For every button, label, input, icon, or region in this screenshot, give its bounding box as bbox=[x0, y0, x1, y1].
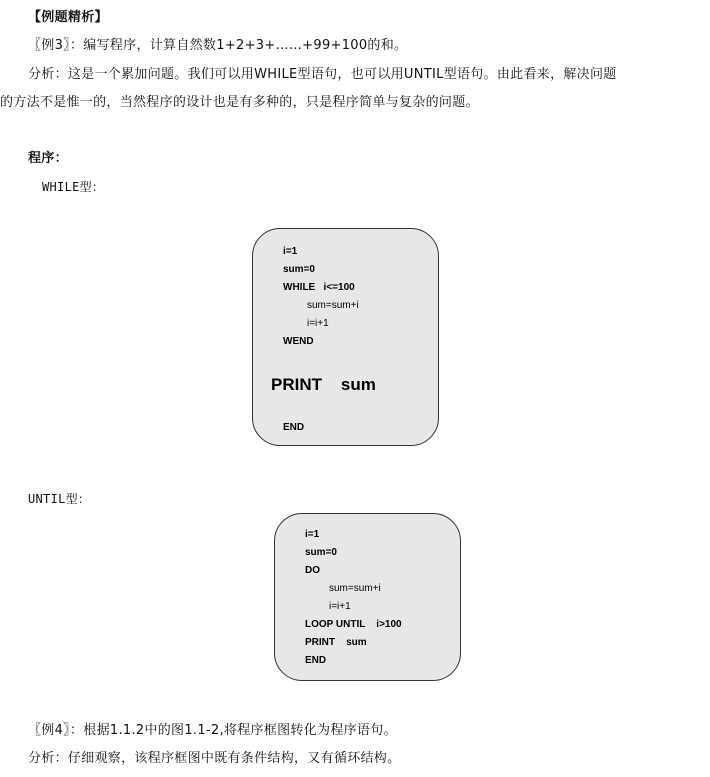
analysis-label: 分析： bbox=[28, 67, 68, 82]
until-code-line-6: LOOP UNTIL i>100 bbox=[305, 619, 402, 630]
until-code-box bbox=[274, 513, 461, 681]
while-code-box bbox=[252, 228, 439, 446]
example4-text: ：根据1.1.2中的图1.1-2,将程序框图转化为程序语句。 bbox=[69, 723, 397, 738]
while-label: WHILE型： bbox=[42, 180, 105, 194]
analysis2-line bbox=[28, 750, 400, 768]
example4-label: 〖例4〗 bbox=[28, 723, 70, 738]
analysis2-text: 仔细观察，该程序框图中既有条件结构，又有循环结构。 bbox=[67, 751, 401, 766]
while-code-line-2: sum=0 bbox=[283, 264, 315, 275]
until-code-line-5: i=i+1 bbox=[329, 601, 351, 612]
until-code-line-8: END bbox=[305, 655, 327, 666]
while-end-line: END bbox=[283, 422, 305, 433]
until-code-line-3: DO bbox=[305, 565, 320, 576]
example3-line bbox=[28, 37, 407, 55]
while-code-line-3: WHILE i<=100 bbox=[283, 282, 355, 293]
analysis-text-1: 这是一个累加问题。我们可以用WHILE型语句，也可以用UNTIL型语句。由此看来，解决问题 bbox=[67, 67, 617, 82]
until-code-line-7: PRINT sum bbox=[305, 637, 367, 648]
example3-text: ：编写程序，计算自然数1+2+3+……+99+100的和。 bbox=[69, 38, 408, 53]
example4-line bbox=[28, 722, 397, 740]
program-heading: 程序： bbox=[28, 151, 68, 166]
section-heading: 【例题精析】 bbox=[28, 10, 108, 25]
analysis-line-1 bbox=[28, 66, 617, 84]
example3-label: 〖例3〗 bbox=[28, 38, 70, 53]
while-code-line-4: sum=sum+i bbox=[307, 300, 359, 311]
analysis-line-2: 的方法不是惟一的，当然程序的设计也是有多种的，只是程序简单与复杂的问题。 bbox=[0, 95, 479, 110]
while-code-line-5: i=i+1 bbox=[307, 318, 329, 329]
while-code-line-6: WEND bbox=[283, 336, 314, 347]
until-label: UNTIL型： bbox=[28, 492, 91, 506]
until-code-line-1: i=1 bbox=[305, 529, 320, 540]
until-code-line-4: sum=sum+i bbox=[329, 583, 381, 594]
while-print-line: PRINT sum bbox=[271, 375, 376, 394]
while-code-line-1: i=1 bbox=[283, 246, 298, 257]
analysis2-label: 分析： bbox=[28, 751, 68, 766]
until-code-line-2: sum=0 bbox=[305, 547, 337, 558]
